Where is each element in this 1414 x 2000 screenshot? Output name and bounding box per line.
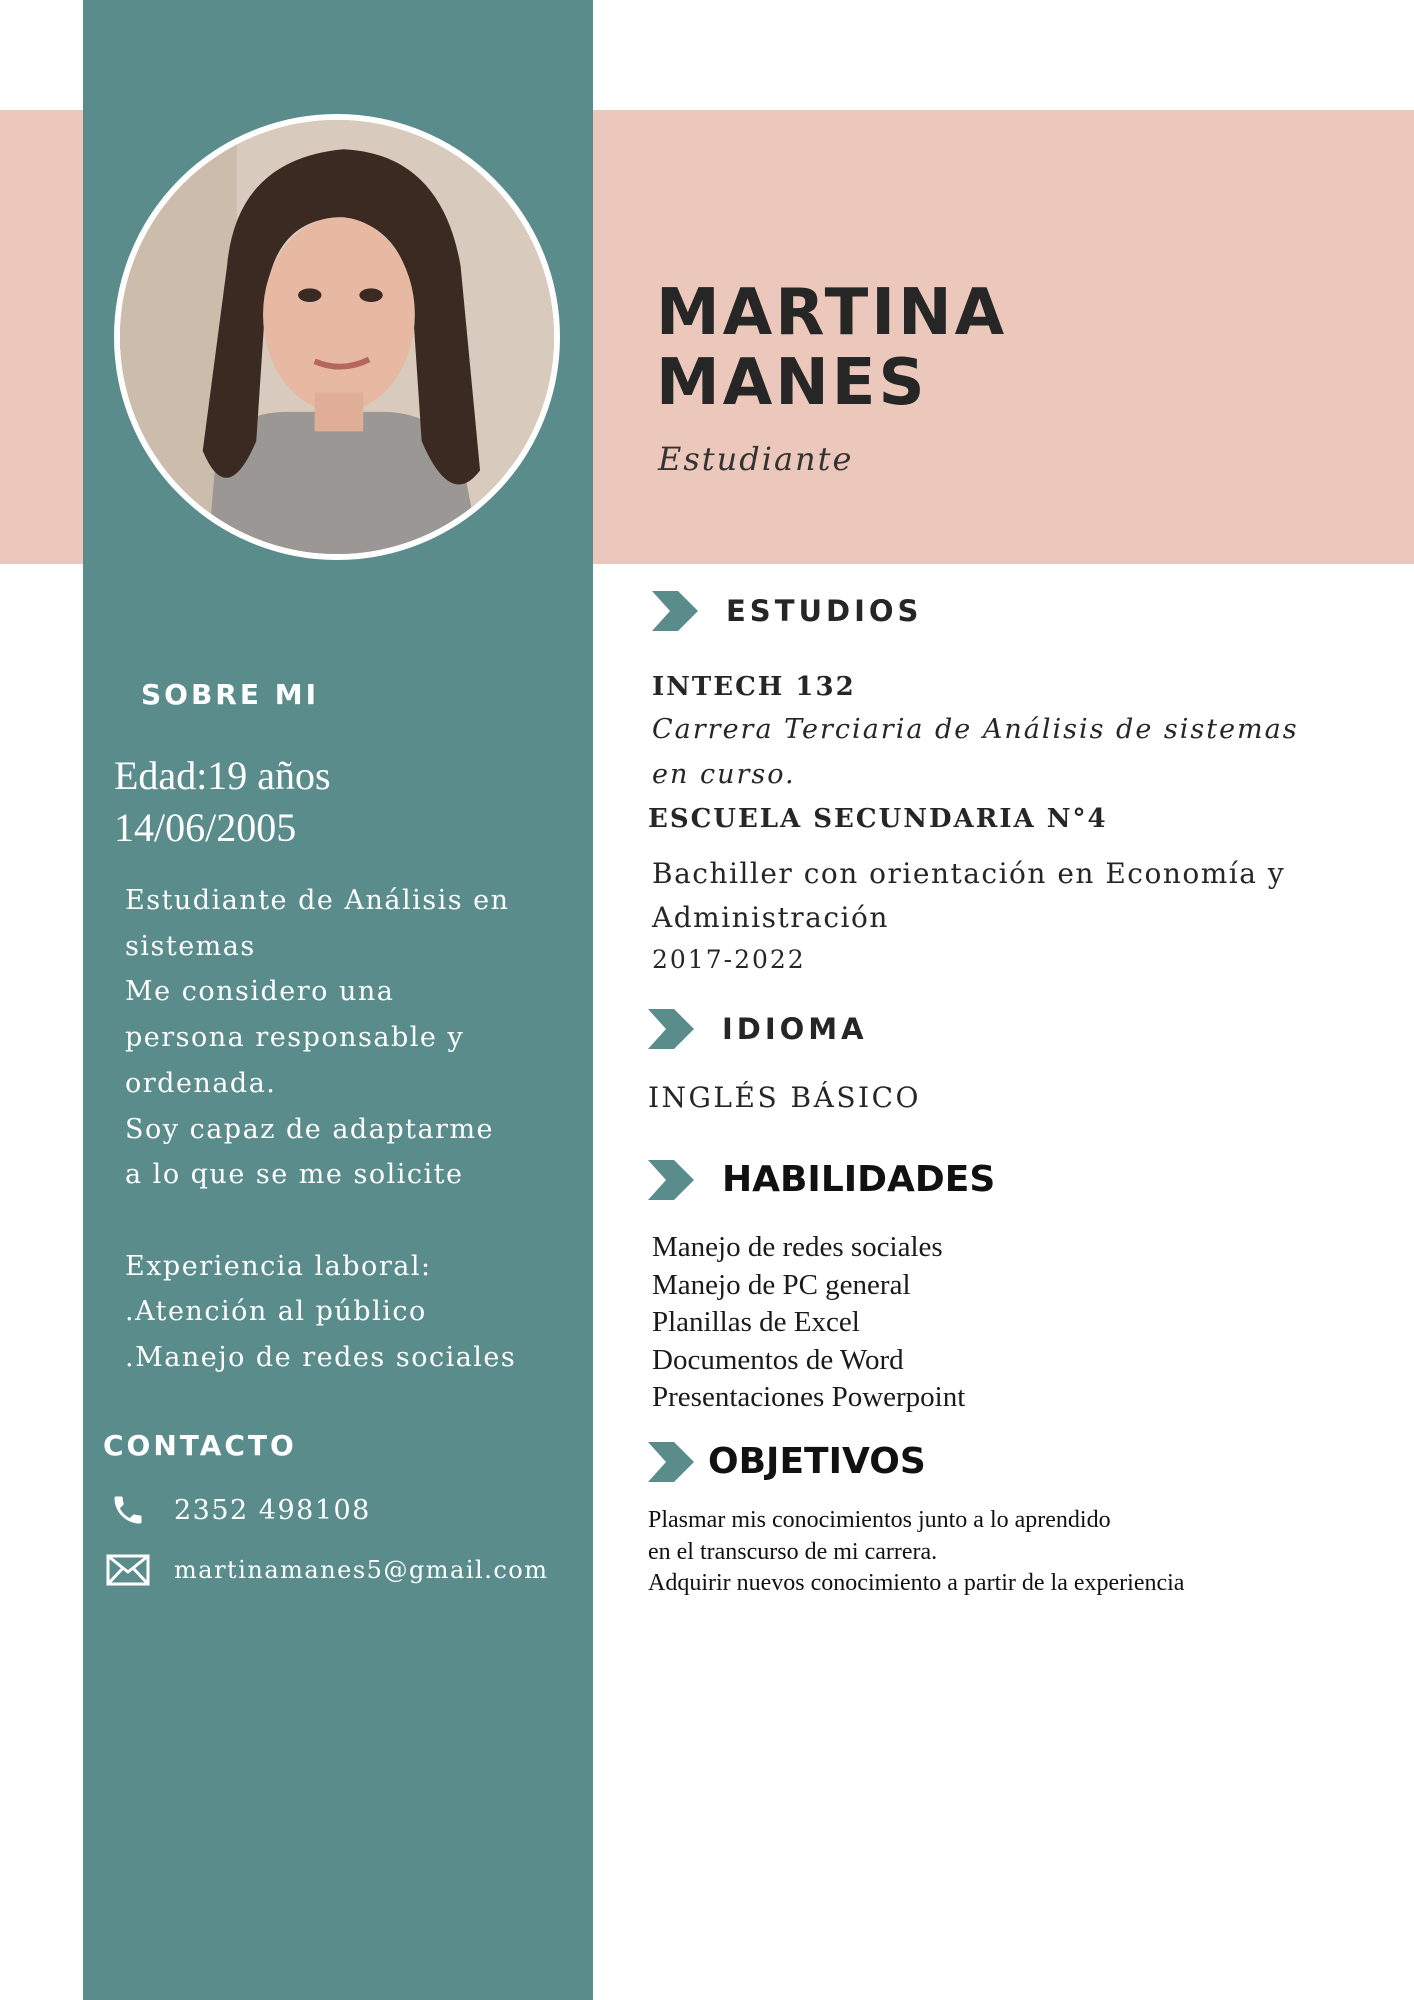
about-line: a lo que se me solicite: [125, 1159, 464, 1191]
about-line: .Atención al público: [125, 1296, 427, 1328]
full-name: [656, 278, 1007, 418]
profile-photo: [114, 114, 560, 560]
chevron-right-icon: [648, 1160, 694, 1200]
studies-title: ESTUDIOS: [726, 594, 923, 628]
phone-icon: [104, 1490, 152, 1530]
program-1: [652, 707, 1299, 797]
institution-2: ESCUELA SECUNDARIA N°4: [648, 804, 1108, 834]
skills-list: [652, 1229, 965, 1417]
skill-item: Planillas de Excel: [652, 1306, 860, 1339]
institution-1: INTECH 132: [652, 672, 856, 702]
objectives-text: [648, 1505, 1184, 1600]
about-line: persona responsable y: [125, 1022, 465, 1054]
language-heading: [648, 1009, 868, 1049]
objective-line: Plasmar mis conocimientos junto a lo aprendido: [648, 1507, 1111, 1533]
phone-number[interactable]: 2352 498108: [174, 1494, 371, 1526]
skill-item: Presentaciones Powerpoint: [652, 1381, 966, 1414]
language-title: IDIOMA: [722, 1012, 868, 1046]
about-line: .Manejo de redes sociales: [125, 1342, 517, 1374]
program-1-line-2: en curso.: [652, 759, 796, 790]
skill-item: Manejo de PC general: [652, 1268, 911, 1301]
objectives-heading: [648, 1441, 926, 1482]
email-address[interactable]: martinamanes5@gmail.com: [174, 1556, 549, 1584]
role-title: Estudiante: [658, 440, 854, 478]
chevron-right-icon: [648, 1009, 694, 1049]
objective-line: en el transcurso de mi carrera.: [648, 1538, 938, 1565]
language-value: INGLÉS BÁSICO: [648, 1081, 921, 1114]
program-1-line-1: Carrera Terciaria de Análisis de sistemas: [652, 714, 1299, 745]
contact-phone: [104, 1490, 371, 1530]
contact-email: [104, 1550, 549, 1590]
years-2: 2017-2022: [652, 945, 806, 974]
skills-heading: [648, 1159, 995, 1200]
chevron-right-icon: [648, 1442, 694, 1482]
last-name: MANES: [656, 346, 928, 420]
skill-item: Manejo de redes sociales: [652, 1231, 943, 1263]
chevron-right-icon: [652, 591, 698, 631]
program-2-line-1: Bachiller con orientación en Economía y: [652, 857, 1286, 890]
age: Edad:19 años: [114, 753, 331, 798]
birthdate: 14/06/2005: [114, 805, 297, 850]
about-line: sistemas: [125, 930, 256, 962]
about-title: SOBRE MI: [141, 678, 320, 711]
about-line: Experiencia laboral:: [125, 1250, 432, 1282]
about-line: [125, 1198, 516, 1244]
objectives-title: OBJETIVOS: [708, 1441, 926, 1482]
envelope-icon: [104, 1550, 152, 1590]
about-text: [125, 878, 516, 1381]
skill-item: Documentos de Word: [652, 1343, 904, 1376]
skills-title: HABILIDADES: [722, 1159, 996, 1200]
contact-title: CONTACTO: [103, 1429, 297, 1462]
about-line: ordenada.: [125, 1067, 277, 1099]
about-line: Estudiante de Análisis en: [125, 885, 510, 916]
studies-heading: [652, 591, 922, 631]
about-line: Me considero una: [125, 976, 395, 1008]
age-block: [114, 750, 331, 854]
program-2-line-2: Administración: [652, 901, 889, 934]
objective-line: Adquirir nuevos conocimiento a partir de la experiencia: [648, 1570, 1185, 1596]
first-name: MARTINA: [656, 276, 1008, 350]
program-2: [652, 852, 1285, 940]
about-line: Soy capaz de adaptarme: [125, 1113, 495, 1145]
